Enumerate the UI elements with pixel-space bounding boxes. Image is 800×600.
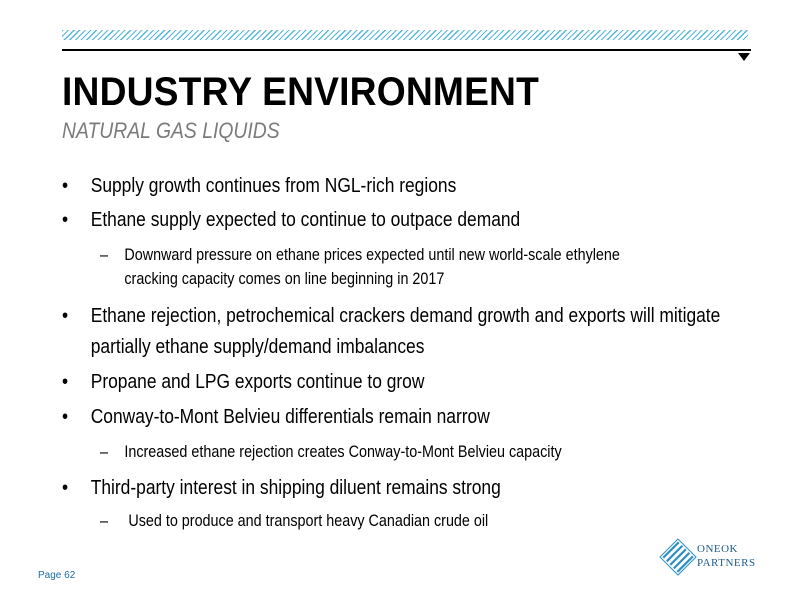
page-number: Page 62 <box>38 570 76 581</box>
bullet-dot-icon: • <box>62 175 69 197</box>
dash-icon: – <box>100 443 108 461</box>
slide-subtitle: NATURAL GAS LIQUIDS <box>62 118 280 143</box>
logo-wordmark <box>697 542 756 570</box>
bullet-dot-icon: • <box>62 209 69 231</box>
logo-line-1: ONEOK <box>697 543 738 555</box>
bullet-dot-icon: • <box>62 406 69 428</box>
bullet-dot-icon: • <box>62 371 69 393</box>
bullet-dot-icon: • <box>62 305 69 327</box>
dash-icon: – <box>100 512 108 530</box>
header-rule <box>62 49 751 51</box>
bullet-item: • Third-party interest in shipping diluent remains strong <box>62 473 501 504</box>
bullet-item: • Propane and LPG exports continue to grow <box>62 367 424 398</box>
sub-bullet-item: – Increased ethane rejection creates Conway-to-Mont Belvieu capacity <box>100 440 562 464</box>
logo-line-2: PARTNERS <box>697 557 756 569</box>
slide-title: INDUSTRY ENVIRONMENT <box>62 70 540 114</box>
header-hatch-bar <box>62 30 748 40</box>
bullet-dot-icon: • <box>62 477 69 499</box>
header-triangle-icon <box>738 53 750 61</box>
bullet-item: • Ethane rejection, petrochemical crackers demand growth and exports will mitigate partially ethane supply/demand imbalances <box>62 301 720 363</box>
dash-icon: – <box>100 246 108 264</box>
bullet-item: • Conway-to-Mont Belvieu differentials remain narrow <box>62 402 490 433</box>
sub-bullet-item: – Downward pressure on ethane prices expected until new world-scale ethylene cracking capacity comes on line beginning in 2017 <box>100 243 620 291</box>
bullet-item: • Supply growth continues from NGL-rich regions <box>62 171 456 202</box>
sub-bullet-item: – Used to produce and transport heavy Canadian crude oil <box>100 509 488 533</box>
bullet-item: • Ethane supply expected to continue to outpace demand <box>62 205 520 236</box>
